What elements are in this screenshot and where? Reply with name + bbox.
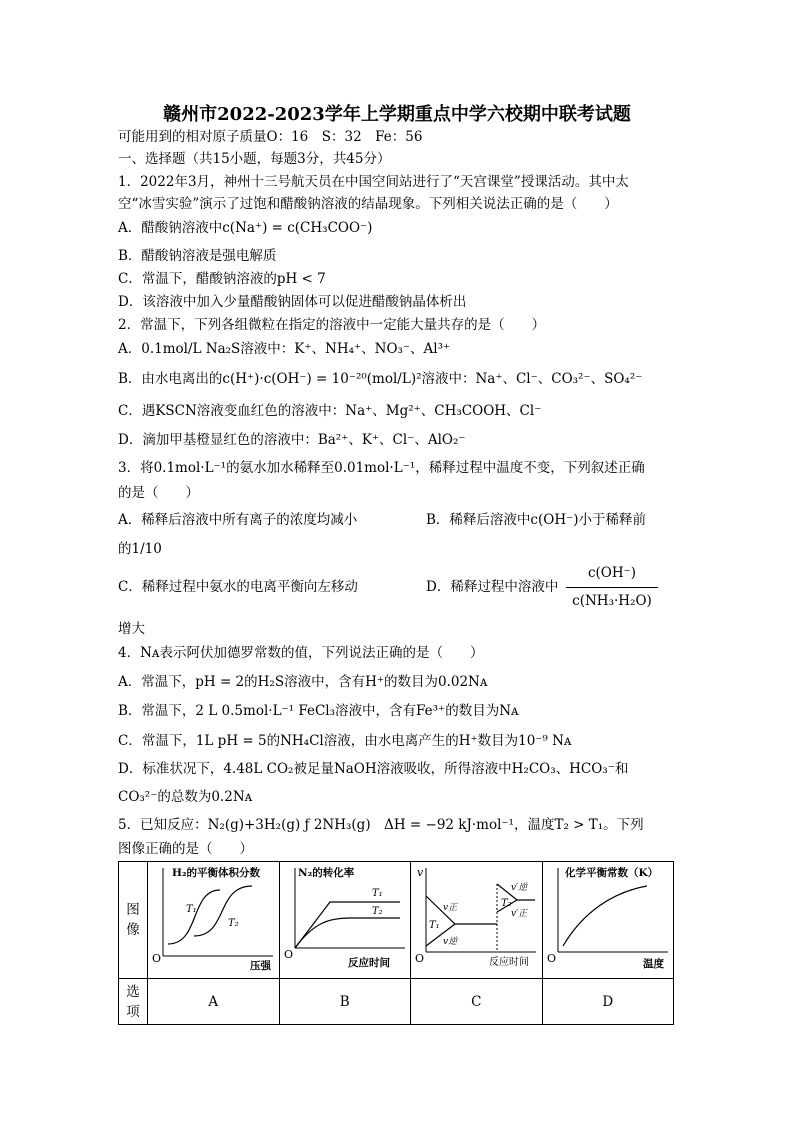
graph-c-origin: O	[415, 952, 425, 965]
q4-option-b: B．常温下，2 L 0.5mol·L⁻¹ FeCl₃溶液中，含有Fe³⁺的数目为Nᴀ	[118, 703, 519, 719]
q3-option-d-prefix: D．稀释过程中溶液中	[426, 579, 559, 595]
q2-option-a: A．0.1mol/L Na₂S溶液中：K⁺、NH₄⁺、NO₃⁻、Al³⁺	[118, 341, 451, 357]
q1-option-c: C．常温下，醋酸钠溶液的pH < 7	[118, 271, 326, 287]
graph-c-ylabel: v	[417, 866, 424, 879]
graph-a-ylabel: H₂的平衡体积分数	[172, 867, 261, 879]
option-b-label: B	[279, 979, 411, 1025]
q3-fraction-denominator: c(NH₃·H₂O)	[572, 593, 652, 609]
q1-option-a: A．醋酸钠溶液中c(Na⁺) = c(CH₃COO⁻)	[118, 220, 373, 236]
graph-b	[280, 862, 410, 974]
atomic-mass-note: 可能用到的相对原子质量O：16 S：32 Fe：56	[118, 129, 423, 145]
graph-a	[148, 862, 278, 974]
graph-a-curve-t2	[194, 886, 252, 936]
graph-d-curve	[563, 886, 647, 946]
graph-b-label-t2: T₂	[371, 906, 383, 917]
q4-stem: 4．Nᴀ表示阿伏加德罗常数的值，下列说法正确的是（ ）	[118, 645, 484, 661]
row-header-option: 选项	[119, 979, 148, 1025]
q3-option-d-continued: 增大	[118, 621, 145, 637]
graph-a-label-t2: T₂	[228, 918, 239, 929]
q1-stem-line2: 空“冰雪实验”演示了过饱和醋酸钠溶液的结晶现象。下列相关说法正确的是（ ）	[118, 196, 618, 212]
page-title: 赣州市2022-2023学年上学期重点中学六校期中联考试题	[163, 104, 631, 125]
graph-a-cell	[148, 862, 280, 979]
graph-a-origin: O	[152, 952, 162, 965]
graph-c	[411, 862, 541, 974]
q3-fraction-numerator: c(OH⁻)	[587, 565, 637, 581]
graph-d	[543, 862, 673, 974]
graph-c-label-vfwd: v正	[443, 903, 458, 913]
q5-stem-line1: 5．已知反应：N₂(g)+3H₂(g) ƒ 2NH₃(g) ΔH = −92 kJ·mol⁻¹，温度T₂ > T₁。下列	[118, 817, 644, 833]
q3-option-b-continued: 的1/10	[118, 541, 162, 557]
graph-a-label-t1: T₁	[186, 904, 197, 915]
row-header-image: 图像	[119, 862, 148, 979]
q2-option-d: D．滴加甲基橙显红色的溶液中：Ba²⁺、K⁺、Cl⁻、AlO₂⁻	[118, 432, 466, 448]
graph-b-curve-t1	[295, 902, 400, 948]
graph-c-label-vfwd2: v′正	[511, 909, 528, 919]
graph-c-label-t1: T₁	[429, 920, 440, 931]
graph-d-xlabel: 温度	[642, 958, 664, 970]
q3-stem-line2: 的是（ ）	[118, 485, 199, 501]
q3-stem-line1: 3．将0.1mol·L⁻¹的氨水加水稀释至0.01mol·L⁻¹，稀释过程中温度不变，下列叙述正确	[118, 460, 645, 476]
q2-option-c: C．遇KSCN溶液变血红色的溶液中：Na⁺、Mg²⁺、CH₃COOH、Cl⁻	[118, 403, 542, 419]
q5-stem-line2: 图像正确的是（ ）	[118, 841, 253, 857]
section-heading: 一、选择题（共15小题，每题3分，共45分）	[118, 151, 391, 167]
graph-b-curve-t2	[295, 918, 400, 948]
option-c-label: C	[411, 979, 543, 1025]
graph-c-label-vrev: v逆	[443, 937, 458, 947]
graph-d-cell	[542, 862, 674, 979]
option-d-label: D	[542, 979, 674, 1025]
graph-c-cell	[411, 862, 543, 979]
q4-option-a: A．常温下，pH = 2的H₂S溶液中，含有H⁺的数目为0.02Nᴀ	[118, 674, 488, 690]
q3-option-b: B．稀释后溶液中c(OH⁻)小于稀释前	[426, 512, 646, 528]
graph-c-xlabel: 反应时间	[489, 957, 530, 968]
q5-options-table	[118, 861, 674, 1025]
graph-d-origin: O	[546, 952, 556, 965]
q4-option-c: C．常温下，1L pH = 5的NH₄Cl溶液，由水电离产生的H⁺数目为10⁻⁹ Nᴀ	[118, 733, 572, 749]
q3-option-a: A．稀释后溶液中所有离子的浓度均减小	[118, 512, 358, 528]
graph-b-label-t1: T₁	[371, 888, 383, 899]
q1-stem-line1: 1．2022年3月，神州十三号航天员在中国空间站进行了“天宫课堂”授课活动。其中太	[118, 174, 629, 190]
q3-option-c: C．稀释过程中氨水的电离平衡向左移动	[118, 579, 358, 595]
graph-c-label-t2: T₂	[501, 898, 512, 909]
q4-option-d-line1: D．标准状况下，4.48L CO₂被足量NaOH溶液吸收，所得溶液中H₂CO₃、HCO₃⁻和	[118, 761, 629, 777]
graph-b-xlabel: 反应时间	[347, 957, 390, 969]
graph-b-origin: O	[283, 948, 293, 961]
option-a-label: A	[148, 979, 280, 1025]
q2-stem: 2．常温下，下列各组微粒在指定的溶液中一定能大量共存的是（ ）	[118, 317, 546, 333]
q2-option-b: B．由水电离出的c(H⁺)·c(OH⁻) = 10⁻²⁰(mol/L)²溶液中：Na⁺、Cl⁻、CO₃²⁻、SO₄²⁻	[118, 371, 643, 387]
q1-option-b: B．醋酸钠溶液是强电解质	[118, 248, 277, 264]
graph-c-label-vrev2: v′逆	[511, 883, 528, 893]
q1-option-d: D．该溶液中加入少量醋酸钠固体可以促进醋酸钠晶体析出	[118, 294, 467, 310]
graph-b-cell	[279, 862, 411, 979]
fraction-bar	[566, 587, 658, 588]
graph-d-ylabel: 化学平衡常数（K）	[564, 867, 658, 879]
graph-a-xlabel: 压强	[250, 960, 272, 972]
graph-b-ylabel: N₂的转化率	[297, 867, 354, 879]
q4-option-d-line2: CO₃²⁻的总数为0.2Nᴀ	[118, 789, 253, 805]
